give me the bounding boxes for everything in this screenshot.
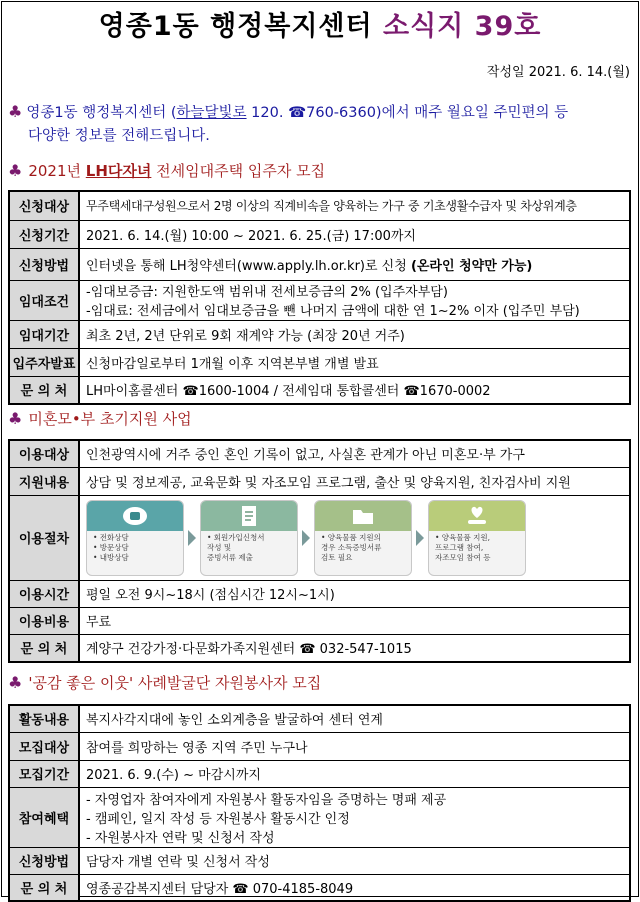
table-row: 문 의 처 계양구 건강가정·다문화가족지원센터 ☎ 032-547-1015 [9,634,630,662]
table-row: 신청대상 무주택세대구성원으로서 2명 이상의 직계비속을 양육하는 가구 중 기초생활수급자 및 차상위계층 [9,191,630,220]
table-row: 이용절차 • 전화상담 • 방문상담 • 내방상담 • 회원가입신청서 작성 및 증빙서류 제출 • 양육물품 지원의 경우 소득증빙서류 검토 필요 • 양육물품 지원, 프로그램 참여, 자조모임 참여 등 [9,495,630,580]
table-row: 이용시간 평일 오전 9시~18시 (점심시간 12시~1시) [9,580,630,607]
table-row: 문 의 처 영종공감복지센터 담당자 ☎ 070-4185-8049 [9,874,630,901]
table-row: 이용비용 무료 [9,607,630,634]
section1-heading: ♣ 2021년 LH다자녀 전세임대주택 입주자 모집 [8,161,326,180]
table-row: 신청방법 담당자 개별 연락 및 신청서 작성 [9,847,630,874]
arrow-right-icon [416,530,424,546]
club-icon: ♣ [8,102,23,121]
table-row: 이용대상 인천광역시에 거주 중인 혼인 기록이 없고, 사실혼 관계가 아닌 미혼모·부 가구 [9,440,630,467]
table-row: 임대조건 -임대보증금: 지원한도액 범위내 전세보증금의 2% (입주자부담) -임대료: 전세금에서 임대보증금을 뺀 나머지 금액에 대한 연 1~2% 이자 (입주민 부담) [9,280,630,320]
club-icon: ♣ [8,673,23,692]
club-icon: ♣ [8,409,23,428]
section1-table [8,190,631,405]
table-row: 모집기간 2021. 6. 9.(수) ~ 마감시까지 [9,760,630,787]
written-date: 작성일 2021. 6. 14.(월) [486,65,630,80]
table-row: 참여혜택 - 자영업자 참여자에게 자원봉사 활동자임을 증명하는 명패 제공 - 캠페인, 일지 작성 등 자원봉사 활동시간 인정 - 자원봉사자 연락 및 신청서 작성 [9,787,630,847]
heart-hand-icon [463,504,491,528]
section2-table [8,439,631,663]
table-row: 문 의 처 LH마이홈콜센터 ☎1600-1004 / 전세임대 통합콜센터 ☎1670-0002 [9,376,630,404]
procedure-step: • 양육물품 지원, 프로그램 참여, 자조모임 참여 등 [428,500,526,576]
folder-icon [349,505,377,527]
table-row: 신청기간 2021. 6. 14.(월) 10:00 ~ 2021. 6. 25.(금) 17:00까지 [9,220,630,248]
issue-number: 소식지 39호 [383,11,542,42]
section3-table [8,704,631,902]
form-icon [235,504,263,528]
table-row: 입주자발표 신청마감일로부터 1개월 이후 지역본부별 개별 발표 [9,348,630,376]
procedure-steps [86,497,623,579]
arrow-right-icon [302,530,310,546]
arrow-right-icon [188,530,196,546]
table-row: 활동내용 복지사각지대에 놓인 소외계층을 발굴하여 센터 연계 [9,705,630,732]
table-row: 지원내용 상담 및 정보제공, 교육문화 및 자조모임 프로그램, 출산 및 양육지원, 친자검사비 지원 [9,467,630,495]
phone-icon [121,505,149,527]
club-icon: ♣ [8,161,23,180]
intro-paragraph: ♣ 영종1동 행정복지센터 (하늘달빛로 120. ☎760-6360)에서 매주 월요일 주민편의 등 다양한 정보를 전해드립니다. [8,102,569,144]
table-row: 모집대상 참여를 희망하는 영종 지역 주민 누구나 [9,732,630,760]
procedure-step: • 양육물품 지원의 경우 소득증빙서류 검토 필요 [314,500,412,576]
procedure-step: • 회원가입신청서 작성 및 증빙서류 제출 [200,500,298,576]
section3-heading: ♣ '공감 좋은 이웃' 사례발굴단 자원봉사자 모집 [8,673,322,692]
table-row: 신청방법 인터넷을 통해 LH청약센터(www.apply.lh.or.kr)로 신청 (온라인 청약만 가능) [9,248,630,280]
section2-heading: ♣ 미혼모•부 초기지원 사업 [8,409,192,428]
procedure-step: • 전화상담 • 방문상담 • 내방상담 [86,500,184,576]
page-title: 영종1동 행정복지센터 소식지 39호 [98,11,542,42]
table-row: 임대기간 최초 2년, 2년 단위로 9회 재계약 가능 (최장 20년 거주) [9,320,630,348]
